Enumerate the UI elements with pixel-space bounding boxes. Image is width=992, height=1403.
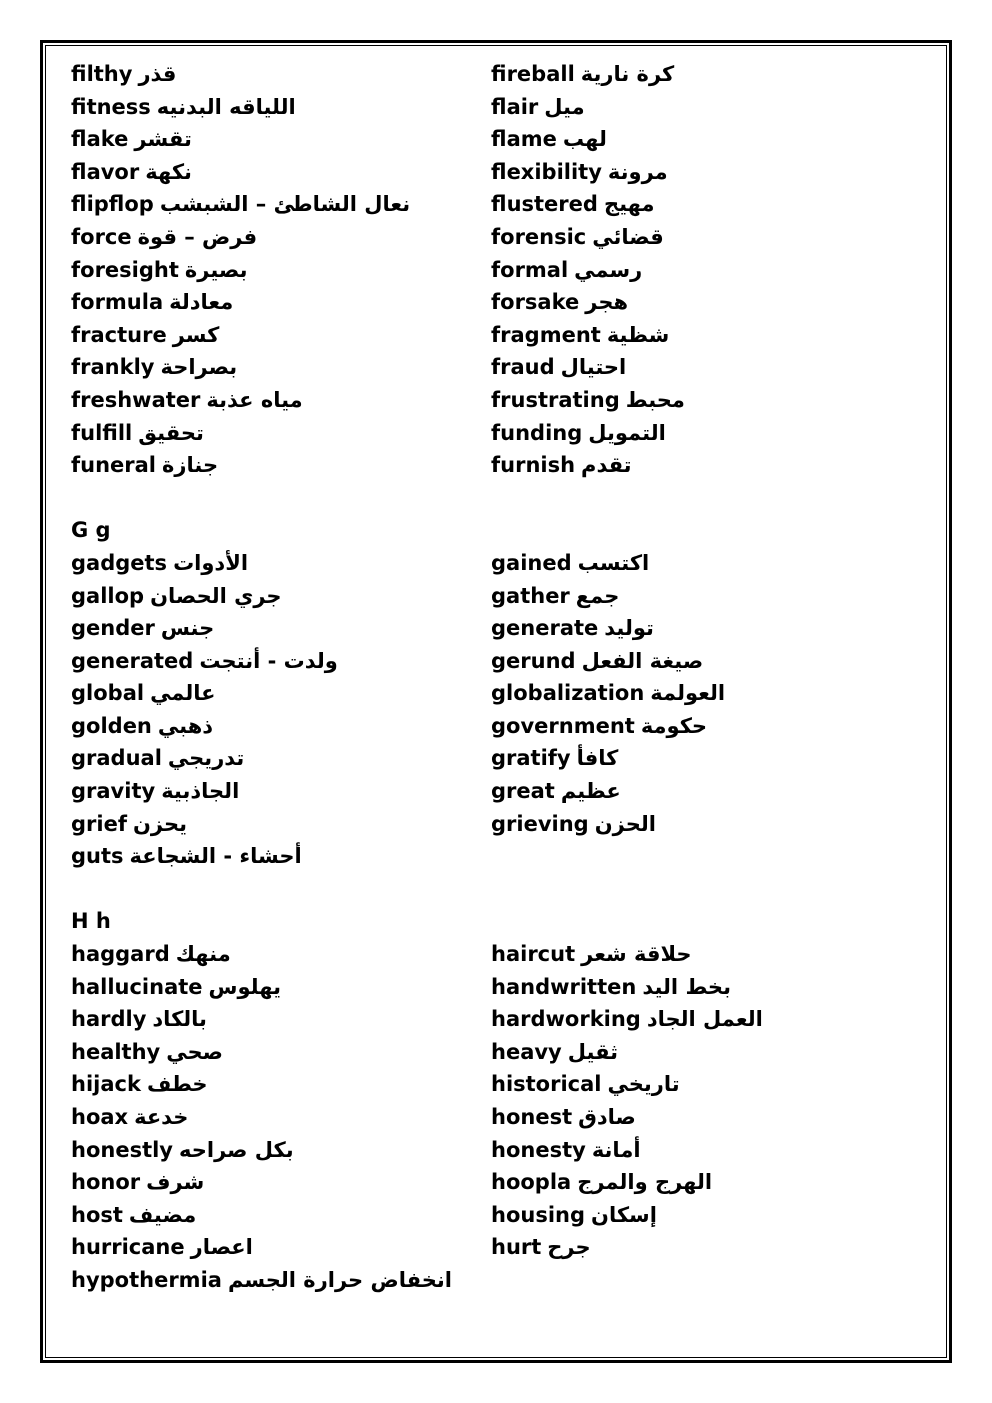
arabic-translation: قضائي: [592, 224, 664, 249]
right-g-section: [491, 547, 763, 840]
english-word: honest: [491, 1105, 573, 1129]
arabic-translation: جنس: [160, 616, 215, 641]
arabic-translation: بصيرة: [184, 257, 248, 282]
english-word: freshwater: [71, 387, 201, 412]
vocab-entry: [491, 417, 763, 450]
english-word: flame: [491, 127, 557, 152]
vocab-entry: [491, 971, 763, 1004]
arabic-translation: حلاقة شعر: [581, 942, 692, 967]
vocab-entry: [71, 808, 452, 841]
arabic-translation: تاريخي: [607, 1072, 680, 1097]
english-word: fracture: [71, 322, 167, 347]
vocab-entry: [491, 384, 763, 417]
vocab-entry: [491, 808, 763, 841]
arabic-translation: الحزن: [594, 811, 656, 836]
vocab-entry: [491, 123, 763, 156]
english-word: gather: [491, 583, 570, 608]
left-h-section: [71, 938, 452, 1297]
english-word: fragment: [491, 322, 601, 347]
arabic-translation: تقدم: [581, 453, 632, 478]
vocab-entry: [71, 645, 452, 678]
arabic-translation: احتيال: [560, 355, 627, 380]
english-word: hardly: [71, 1007, 147, 1032]
english-word: hardworking: [491, 1007, 641, 1032]
vocab-entry: [71, 1003, 452, 1036]
english-word: forensic: [491, 224, 587, 249]
english-word: funding: [491, 420, 583, 445]
arabic-translation: شرف: [146, 1170, 205, 1195]
arabic-translation: جري الحصان: [150, 583, 282, 608]
arabic-translation: لهب: [562, 127, 607, 152]
vocab-entry: [491, 449, 763, 482]
arabic-translation: كرة نارية: [580, 62, 675, 86]
english-word: force: [71, 224, 132, 249]
english-word: hypothermia: [71, 1267, 222, 1292]
english-word: gallop: [71, 583, 145, 608]
english-word: great: [491, 779, 555, 804]
arabic-translation: حكومة: [640, 713, 708, 738]
left-f-section: [71, 58, 452, 482]
vocab-entry: [491, 351, 763, 384]
english-word: fraud: [491, 355, 555, 380]
vocab-entry: [71, 1166, 452, 1199]
english-word: hijack: [71, 1072, 141, 1097]
vocab-entry: [491, 1199, 763, 1232]
arabic-translation: جمع: [575, 583, 620, 608]
english-word: fitness: [71, 94, 151, 119]
vocab-entry: [491, 156, 763, 189]
arabic-translation: مرونة: [607, 159, 668, 184]
english-word: haircut: [491, 942, 576, 967]
vocab-entry: [491, 1166, 763, 1199]
vocab-entry: [71, 449, 452, 482]
arabic-translation: الأدوات: [173, 550, 249, 575]
arabic-translation: انخفاض حرارة الجسم: [227, 1267, 452, 1292]
english-word: flexibility: [491, 159, 602, 184]
vocab-entry: [71, 775, 452, 808]
vocab-entry: [71, 254, 452, 287]
arabic-translation: تقشر: [134, 127, 192, 152]
arabic-translation: كافأ: [576, 746, 619, 771]
vocab-entry: [491, 319, 763, 352]
arabic-translation: معادلة: [169, 290, 234, 315]
arabic-translation: صادق: [578, 1105, 636, 1129]
right-h-section: [491, 938, 763, 1264]
vocab-entry: [71, 710, 452, 743]
english-word: hurt: [491, 1235, 542, 1260]
english-word: forsake: [491, 290, 580, 315]
arabic-translation: مياه عذبة: [206, 387, 303, 412]
english-word: flavor: [71, 159, 140, 184]
english-word: global: [71, 681, 145, 706]
vocab-entry: [71, 58, 452, 91]
vocab-entry: [71, 938, 452, 971]
arabic-translation: نعال الشاطئ – الشبشب: [159, 192, 411, 217]
arabic-translation: قذر: [138, 62, 177, 86]
vocab-entry: [71, 1231, 452, 1264]
arabic-translation: محبط: [625, 387, 685, 412]
english-word: fireball: [491, 62, 575, 86]
english-word: gained: [491, 550, 572, 575]
arabic-translation: نكهة: [145, 159, 192, 184]
english-word: host: [71, 1202, 123, 1227]
english-word: gratify: [491, 746, 571, 771]
right-column: [491, 58, 763, 1264]
arabic-translation: بالكاد: [152, 1007, 207, 1032]
arabic-translation: ثقيل: [567, 1039, 619, 1064]
english-word: hurricane: [71, 1235, 185, 1260]
arabic-translation: صحي: [166, 1039, 223, 1064]
english-word: furnish: [491, 453, 576, 478]
section-gap: [491, 840, 763, 873]
left-column: [71, 58, 452, 1297]
arabic-translation: هجر: [585, 290, 629, 315]
arabic-translation: توليد: [604, 616, 654, 641]
english-word: honestly: [71, 1137, 173, 1162]
english-word: frankly: [71, 355, 155, 380]
section-heading-h: H h: [71, 909, 111, 934]
english-word: historical: [491, 1072, 602, 1097]
arabic-translation: خطف: [146, 1072, 208, 1097]
vocab-entry: [491, 547, 763, 580]
arabic-translation: مهيج: [603, 192, 655, 217]
english-word: grief: [71, 811, 127, 836]
vocab-entry: [491, 1231, 763, 1264]
arabic-translation: رسمي: [574, 257, 643, 282]
english-word: guts: [71, 844, 124, 869]
arabic-translation: عالمي: [150, 681, 216, 706]
section-gap: [71, 482, 452, 515]
vocab-entry: [491, 1101, 763, 1134]
vocab-entry: [71, 123, 452, 156]
arabic-translation: صيغة الفعل: [581, 648, 704, 673]
english-word: golden: [71, 713, 152, 738]
english-word: formal: [491, 257, 569, 282]
english-word: gravity: [71, 779, 156, 804]
english-word: frustrating: [491, 387, 620, 412]
vocab-entry: [491, 1068, 763, 1101]
arabic-translation: جرح: [547, 1235, 591, 1260]
arabic-translation: بكل صراحه: [179, 1137, 294, 1162]
arabic-translation: العولمة: [650, 681, 726, 706]
arabic-translation: منهك: [175, 942, 231, 967]
arabic-translation: يحزن: [132, 811, 187, 836]
english-word: fulfill: [71, 420, 133, 445]
english-word: generate: [491, 616, 599, 641]
vocab-entry: [491, 1134, 763, 1167]
vocab-entry: [71, 351, 452, 384]
english-word: foresight: [71, 257, 179, 282]
section-gap: [491, 482, 763, 515]
vocab-entry: [491, 677, 763, 710]
vocab-entry: [491, 1036, 763, 1069]
english-word: flair: [491, 94, 539, 119]
vocab-entry: [491, 1003, 763, 1036]
english-word: generated: [71, 648, 194, 673]
vocab-entry: [71, 384, 452, 417]
vocab-entry: [71, 547, 452, 580]
arabic-translation: العمل الجاد: [646, 1007, 763, 1032]
arabic-translation: اللياقه البدنيه: [156, 94, 296, 119]
section-gap: [491, 905, 763, 938]
vocab-entry: [491, 91, 763, 124]
arabic-translation: التمويل: [588, 420, 666, 445]
vocab-entry: [491, 286, 763, 319]
arabic-translation: بصراحة: [160, 355, 238, 380]
section-gap: [491, 514, 763, 547]
right-f-section: [491, 58, 763, 482]
vocab-entry: [71, 319, 452, 352]
english-word: government: [491, 713, 635, 738]
arabic-translation: أحشاء - الشجاعة: [129, 844, 302, 869]
vocab-entry: [71, 1036, 452, 1069]
vocab-entry: [71, 1101, 452, 1134]
arabic-translation: جنازة: [162, 453, 219, 478]
vocab-entry: [491, 221, 763, 254]
english-word: hallucinate: [71, 974, 203, 999]
english-word: grieving: [491, 811, 589, 836]
vocab-entry: [491, 742, 763, 775]
vocab-entry: [71, 677, 452, 710]
vocab-entry: [491, 188, 763, 221]
english-word: gerund: [491, 648, 576, 673]
arabic-translation: تحقيق: [138, 420, 204, 445]
vocab-entry: [71, 1264, 452, 1297]
arabic-translation: خدعة: [134, 1105, 189, 1129]
arabic-translation: الجاذبية: [161, 779, 240, 804]
vocab-entry: [71, 1134, 452, 1167]
section-heading-g: G g: [71, 518, 111, 543]
english-word: honesty: [491, 1137, 586, 1162]
vocab-entry: [491, 580, 763, 613]
arabic-translation: اعصار: [190, 1235, 253, 1260]
vocab-entry: [71, 840, 452, 873]
english-word: hoax: [71, 1105, 129, 1129]
english-word: filthy: [71, 62, 133, 86]
section-gap: [71, 873, 452, 906]
vocab-entry: [71, 580, 452, 613]
section-gap: [491, 873, 763, 906]
arabic-translation: يهلوس: [208, 974, 281, 999]
vocab-entry: [71, 286, 452, 319]
arabic-translation: تدريجي: [167, 746, 245, 771]
arabic-translation: اكتسب: [577, 550, 650, 575]
arabic-translation: الهرج والمرج: [577, 1170, 713, 1195]
english-word: globalization: [491, 681, 645, 706]
english-word: flake: [71, 127, 129, 152]
vocab-entry: [71, 188, 452, 221]
vocab-entry: [491, 58, 763, 91]
english-word: formula: [71, 290, 164, 315]
arabic-translation: أمانة: [591, 1137, 641, 1162]
vocab-entry: [71, 742, 452, 775]
english-word: handwritten: [491, 974, 637, 999]
english-word: gradual: [71, 746, 162, 771]
english-word: gender: [71, 616, 155, 641]
vocab-entry: [71, 1068, 452, 1101]
vocab-entry: [71, 612, 452, 645]
english-word: flipflop: [71, 192, 154, 217]
vocab-entry: [71, 971, 452, 1004]
english-word: heavy: [491, 1039, 562, 1064]
arabic-translation: عظيم: [560, 779, 621, 804]
english-word: haggard: [71, 942, 170, 967]
english-word: healthy: [71, 1039, 161, 1064]
arabic-translation: كسر: [172, 322, 220, 347]
arabic-translation: مضيف: [128, 1202, 197, 1227]
arabic-translation: إسكان: [591, 1202, 657, 1227]
english-word: honor: [71, 1170, 141, 1195]
english-word: housing: [491, 1202, 586, 1227]
vocab-entry: [71, 91, 452, 124]
vocab-entry: [491, 645, 763, 678]
vocab-entry: [491, 254, 763, 287]
english-word: hoopla: [491, 1170, 572, 1195]
vocab-entry: [491, 938, 763, 971]
arabic-translation: ميل: [544, 94, 585, 119]
arabic-translation: ولدت - أنتجت: [199, 648, 338, 673]
vocab-entry: [491, 710, 763, 743]
vocab-entry: [491, 612, 763, 645]
english-word: flustered: [491, 192, 598, 217]
arabic-translation: ذهبي: [157, 713, 214, 738]
left-g-section: [71, 547, 452, 873]
vocab-entry: [71, 1199, 452, 1232]
arabic-translation: فرض – قوة: [137, 224, 258, 249]
english-word: gadgets: [71, 550, 168, 575]
arabic-translation: بخط اليد: [642, 974, 731, 999]
english-word: funeral: [71, 453, 157, 478]
vocab-entry: [71, 417, 452, 450]
vocab-entry: [71, 221, 452, 254]
vocab-entry: [491, 775, 763, 808]
vocab-entry: [71, 156, 452, 189]
arabic-translation: شظية: [606, 322, 670, 347]
